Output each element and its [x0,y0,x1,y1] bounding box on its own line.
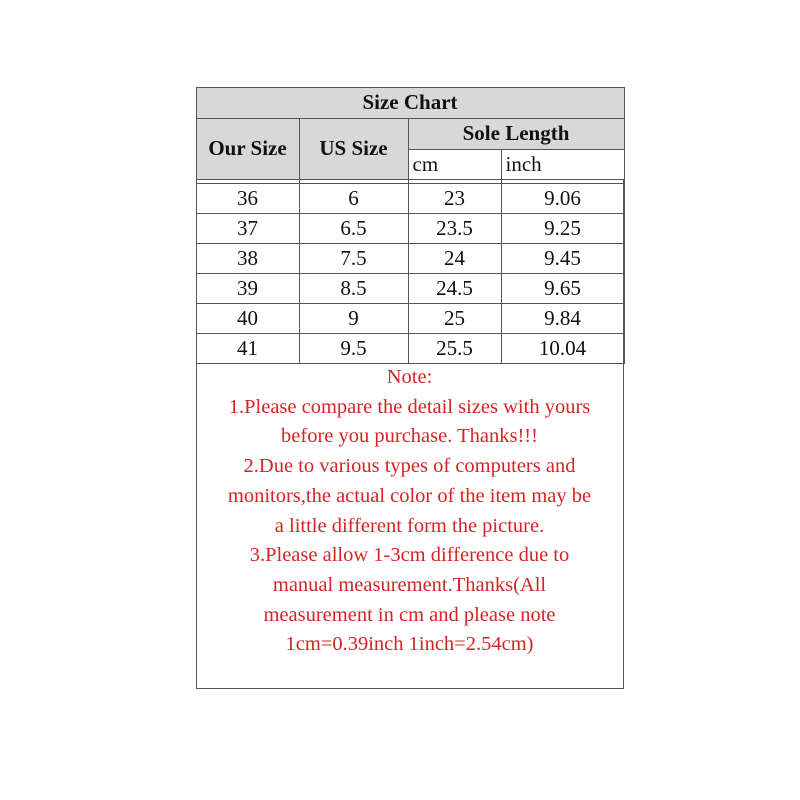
size-notes [197,363,622,660]
cell-inch: 9.06 [501,183,624,213]
cell-cm: 23 [408,183,501,213]
note-line: 3.Please allow 1-3cm difference due to [249,544,570,567]
header-our-size: Our Size [196,118,299,179]
note-line: 1.Please compare the detail sizes with yours [228,395,591,418]
cell-our-size: 41 [196,333,299,363]
cell-inch: 9.65 [501,273,624,303]
cell-our-size: 38 [196,243,299,273]
note-line: before you purchase. Thanks!!! [281,425,538,448]
cell-cm: 24 [408,243,501,273]
cell-us-size: 6.5 [299,213,408,243]
note-line: manual measurement.Thanks(All [272,573,547,596]
size-chart [196,87,624,689]
cell-us-size: 8.5 [299,273,408,303]
cell-our-size: 37 [196,213,299,243]
cell-us-size: 7.5 [299,243,408,273]
note-line: measurement in cm and please note [263,603,556,626]
note-line: 1cm=0.39inch 1inch=2.54cm) [285,633,534,656]
note-heading: Note: [386,366,433,388]
note-line: a little different form the picture. [274,514,545,537]
size-table [196,87,625,364]
cell-inch: 10.04 [501,333,624,363]
table-row [196,333,624,363]
table-row [196,303,624,333]
note-line: monitors,the actual color of the item may be [227,484,592,507]
cell-cm: 25.5 [408,333,501,363]
cell-us-size: 9 [299,303,408,333]
header-inch: inch [501,149,624,179]
cell-cm: 25 [408,303,501,333]
header-cm: cm [408,149,501,179]
note-line: 2.Due to various types of computers and [243,455,576,478]
cell-inch: 9.84 [501,303,624,333]
cell-our-size: 36 [196,183,299,213]
cell-cm: 23.5 [408,213,501,243]
cell-us-size: 9.5 [299,333,408,363]
cell-inch: 9.25 [501,213,624,243]
cell-our-size: 40 [196,303,299,333]
cell-our-size: 39 [196,273,299,303]
table-row [196,243,624,273]
cell-cm: 24.5 [408,273,501,303]
table-row [196,183,624,213]
cell-us-size: 6 [299,183,408,213]
cell-inch: 9.45 [501,243,624,273]
header-us-size: US Size [299,118,408,179]
table-row [196,273,624,303]
chart-title: Size Chart [196,87,624,118]
header-sole-length: Sole Length [408,118,624,149]
table-row [196,213,624,243]
